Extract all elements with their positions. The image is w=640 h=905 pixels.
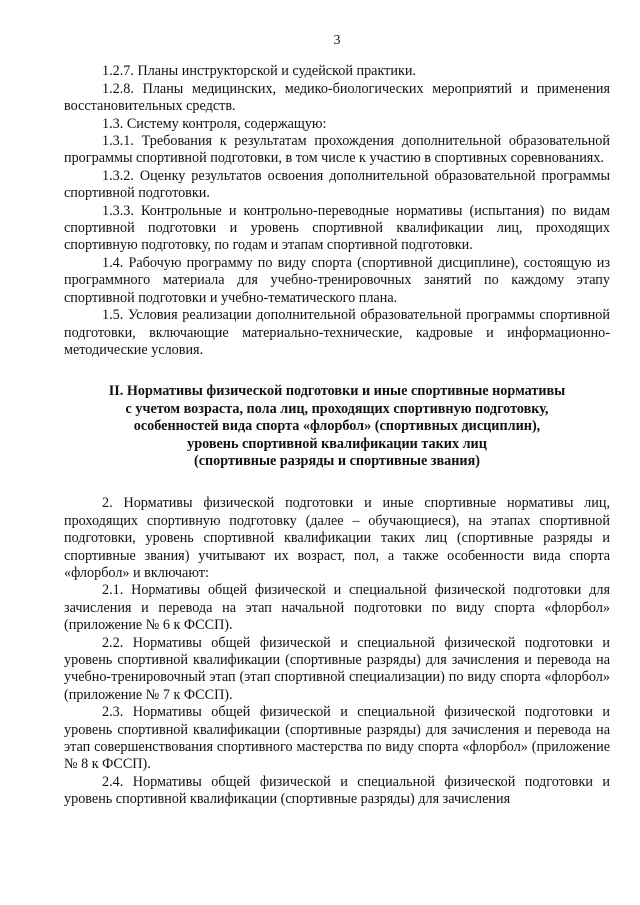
paragraph-2-4: 2.4. Нормативы общей физической и специальной физической подготовки и уровень спортивной квалификации (спортивные разряды) для зачисления: [64, 773, 610, 808]
document-page: [64, 32, 610, 809]
paragraph-1-4: 1.4. Рабочую программу по виду спорта (спортивной дисциплине), состоящую из программного материала для учебно-тренировочных занятий по каждому этапу спортивной подготовки и учебно-тематического плана.: [64, 254, 610, 306]
page-number: 3: [333, 33, 341, 48]
section-heading-line-3: особенностей вида спорта «флорбол» (спортивных дисциплин),: [133, 418, 541, 435]
paragraph-1-2-8: 1.2.8. Планы медицинских, медико-биологических мероприятий и применения восстановительных средств.: [64, 80, 610, 115]
section-heading-line-1: II. Нормативы физической подготовки и иные спортивные нормативы: [108, 383, 566, 400]
paragraph-2-3: 2.3. Нормативы общей физической и специальной физической подготовки и уровень спортивной квалификации (спортивные разряды) для зачисления и перевода на этап совершенствования спортивного мастерства по виду спорта «флорбол» (приложение № 8 к ФССП).: [64, 704, 610, 773]
paragraph-1-2-7: 1.2.7. Планы инструкторской и судейской практики.: [102, 63, 416, 80]
section-heading-line-4: уровень спортивной квалификации таких лиц: [187, 435, 487, 452]
paragraph-1-3-1: 1.3.1. Требования к результатам прохождения дополнительной образовательной программы спортивной подготовки, в том числе к участию в спортивных соревнованиях.: [64, 133, 610, 167]
section-heading-line-5: (спортивные разряды и спортивные звания): [193, 452, 481, 469]
paragraph-1-3-3: 1.3.3. Контрольные и контрольно-переводные нормативы (испытания) по видам спортивной подготовки и уровень спортивной квалификации лиц, проходящих спортивную подготовку, по годам и этапам спортивной подготовки.: [64, 202, 610, 254]
top-section: [64, 63, 610, 359]
section-heading: [64, 383, 610, 470]
section-heading-line-2: с учетом возраста, пола лиц, проходящих спортивную подготовку,: [125, 400, 549, 417]
paragraph-1-5: 1.5. Условия реализации дополнительной образовательной программы спортивной подготовки, включающие материально-технические, кадровые и информационно-методические условия.: [64, 307, 610, 358]
paragraph-2-1: 2.1. Нормативы общей физической и специальной физической подготовки для зачисления и перевода на этап начальной подготовки по виду спорта «флорбол» (приложение № 6 к ФССП).: [64, 582, 610, 634]
paragraph-2-2: 2.2. Нормативы общей физической и специальной физической подготовки и уровень спортивной квалификации (спортивные разряды) для зачисления и перевода на учебно-тренировочный этап (этап спортивной специализации) по виду спорта «флорбол» (приложение № 7 к ФССП).: [64, 634, 610, 703]
paragraph-1-3: 1.3. Систему контроля, содержащую:: [102, 115, 327, 132]
paragraph-2: 2. Нормативы физической подготовки и иные спортивные нормативы лиц, проходящих спортивную подготовку (далее – обучающиеся), на этапах спортивной подготовки, уровень спортивной квалификации таких лиц (спортивные разряды и спортивные звания) учитывают их возраст, пол, а также особенности вида спорта «флорбол» и включают:: [64, 495, 610, 581]
bottom-section: [64, 495, 610, 808]
paragraph-1-3-2: 1.3.2. Оценку результатов освоения дополнительной образовательной программы спортивной подготовки.: [64, 167, 610, 202]
